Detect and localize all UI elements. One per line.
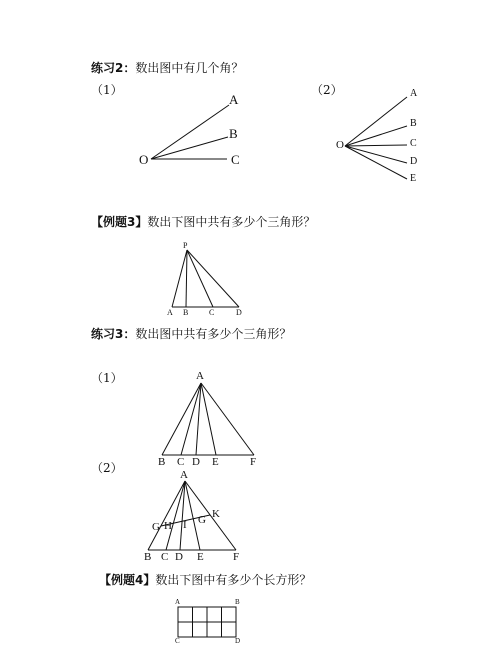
label-H: H xyxy=(164,520,172,532)
label-C: C xyxy=(209,308,215,317)
ray-OB xyxy=(151,137,228,159)
exercise2-fig1-diagram xyxy=(151,105,229,159)
example4-diagram xyxy=(178,607,236,637)
side-AB xyxy=(162,383,201,455)
label-A: A xyxy=(196,370,204,382)
example4-tag: 【例题4】 xyxy=(99,573,156,587)
label-F: F xyxy=(250,456,257,468)
segment-PB xyxy=(186,250,187,307)
side-AB xyxy=(148,481,185,550)
label-D: D xyxy=(235,637,241,645)
label-G2: G xyxy=(198,514,206,526)
label-A: A xyxy=(410,88,418,99)
label-O: O xyxy=(139,152,149,167)
exercise3-fig2-diagram xyxy=(148,481,236,550)
exercise2-question: 数出图中有几个角？ xyxy=(135,61,244,75)
example4-question: 数出下图中有多少个长方形？ xyxy=(155,573,312,587)
label-A: A xyxy=(180,469,188,481)
label-C: C xyxy=(177,456,185,468)
label-B: B xyxy=(229,126,238,141)
ray-OB xyxy=(345,126,407,146)
label-K: K xyxy=(212,508,220,520)
label-B: B xyxy=(410,118,417,129)
label-O: O xyxy=(336,139,344,151)
example3-diagram xyxy=(172,250,239,307)
exercise3-fig1-diagram xyxy=(162,383,254,455)
ray-OD xyxy=(345,146,407,163)
label-D: D xyxy=(175,551,183,563)
ray-OA xyxy=(345,97,407,146)
exercise2-tag: 练习2： xyxy=(91,61,136,75)
label-D: D xyxy=(192,456,200,468)
label-B: B xyxy=(158,456,166,468)
label-C: C xyxy=(410,138,417,149)
example3-tag: 【例题3】 xyxy=(91,215,148,229)
exercise2-fig2-number: （2） xyxy=(311,83,343,97)
label-B: B xyxy=(235,598,240,606)
label-E: E xyxy=(197,551,204,563)
exercise3-question: 数出图中共有多少个三角形？ xyxy=(135,327,292,341)
label-C: C xyxy=(231,152,240,167)
exercise3-tag: 练习3： xyxy=(91,327,136,341)
segment-PC xyxy=(187,250,213,307)
label-E: E xyxy=(410,173,417,184)
label-B: B xyxy=(183,308,189,317)
ray-OA xyxy=(151,105,229,159)
example3-question: 数出下图中共有多少个三角形？ xyxy=(147,215,316,229)
label-I: I xyxy=(183,519,187,531)
label-F: F xyxy=(233,551,240,563)
exercise3-fig1-number: （1） xyxy=(91,371,123,385)
label-G: G xyxy=(152,521,160,533)
exercise3-fig2-number: （2） xyxy=(91,461,123,475)
side-PD xyxy=(187,250,239,307)
label-P: P xyxy=(183,241,188,250)
label-A: A xyxy=(167,308,173,317)
exercise2-fig1-number: （1） xyxy=(91,83,123,97)
label-B: B xyxy=(144,551,152,563)
label-E: E xyxy=(212,456,219,468)
label-C: C xyxy=(161,551,169,563)
label-D: D xyxy=(410,156,418,167)
side-PA xyxy=(172,250,187,307)
exercise2-fig2-diagram xyxy=(345,97,407,179)
label-C: C xyxy=(175,637,180,645)
label-D: D xyxy=(236,308,242,317)
ray-OE xyxy=(345,146,407,179)
label-A: A xyxy=(175,598,181,606)
label-A: A xyxy=(229,92,239,107)
ray-OC xyxy=(345,145,407,146)
